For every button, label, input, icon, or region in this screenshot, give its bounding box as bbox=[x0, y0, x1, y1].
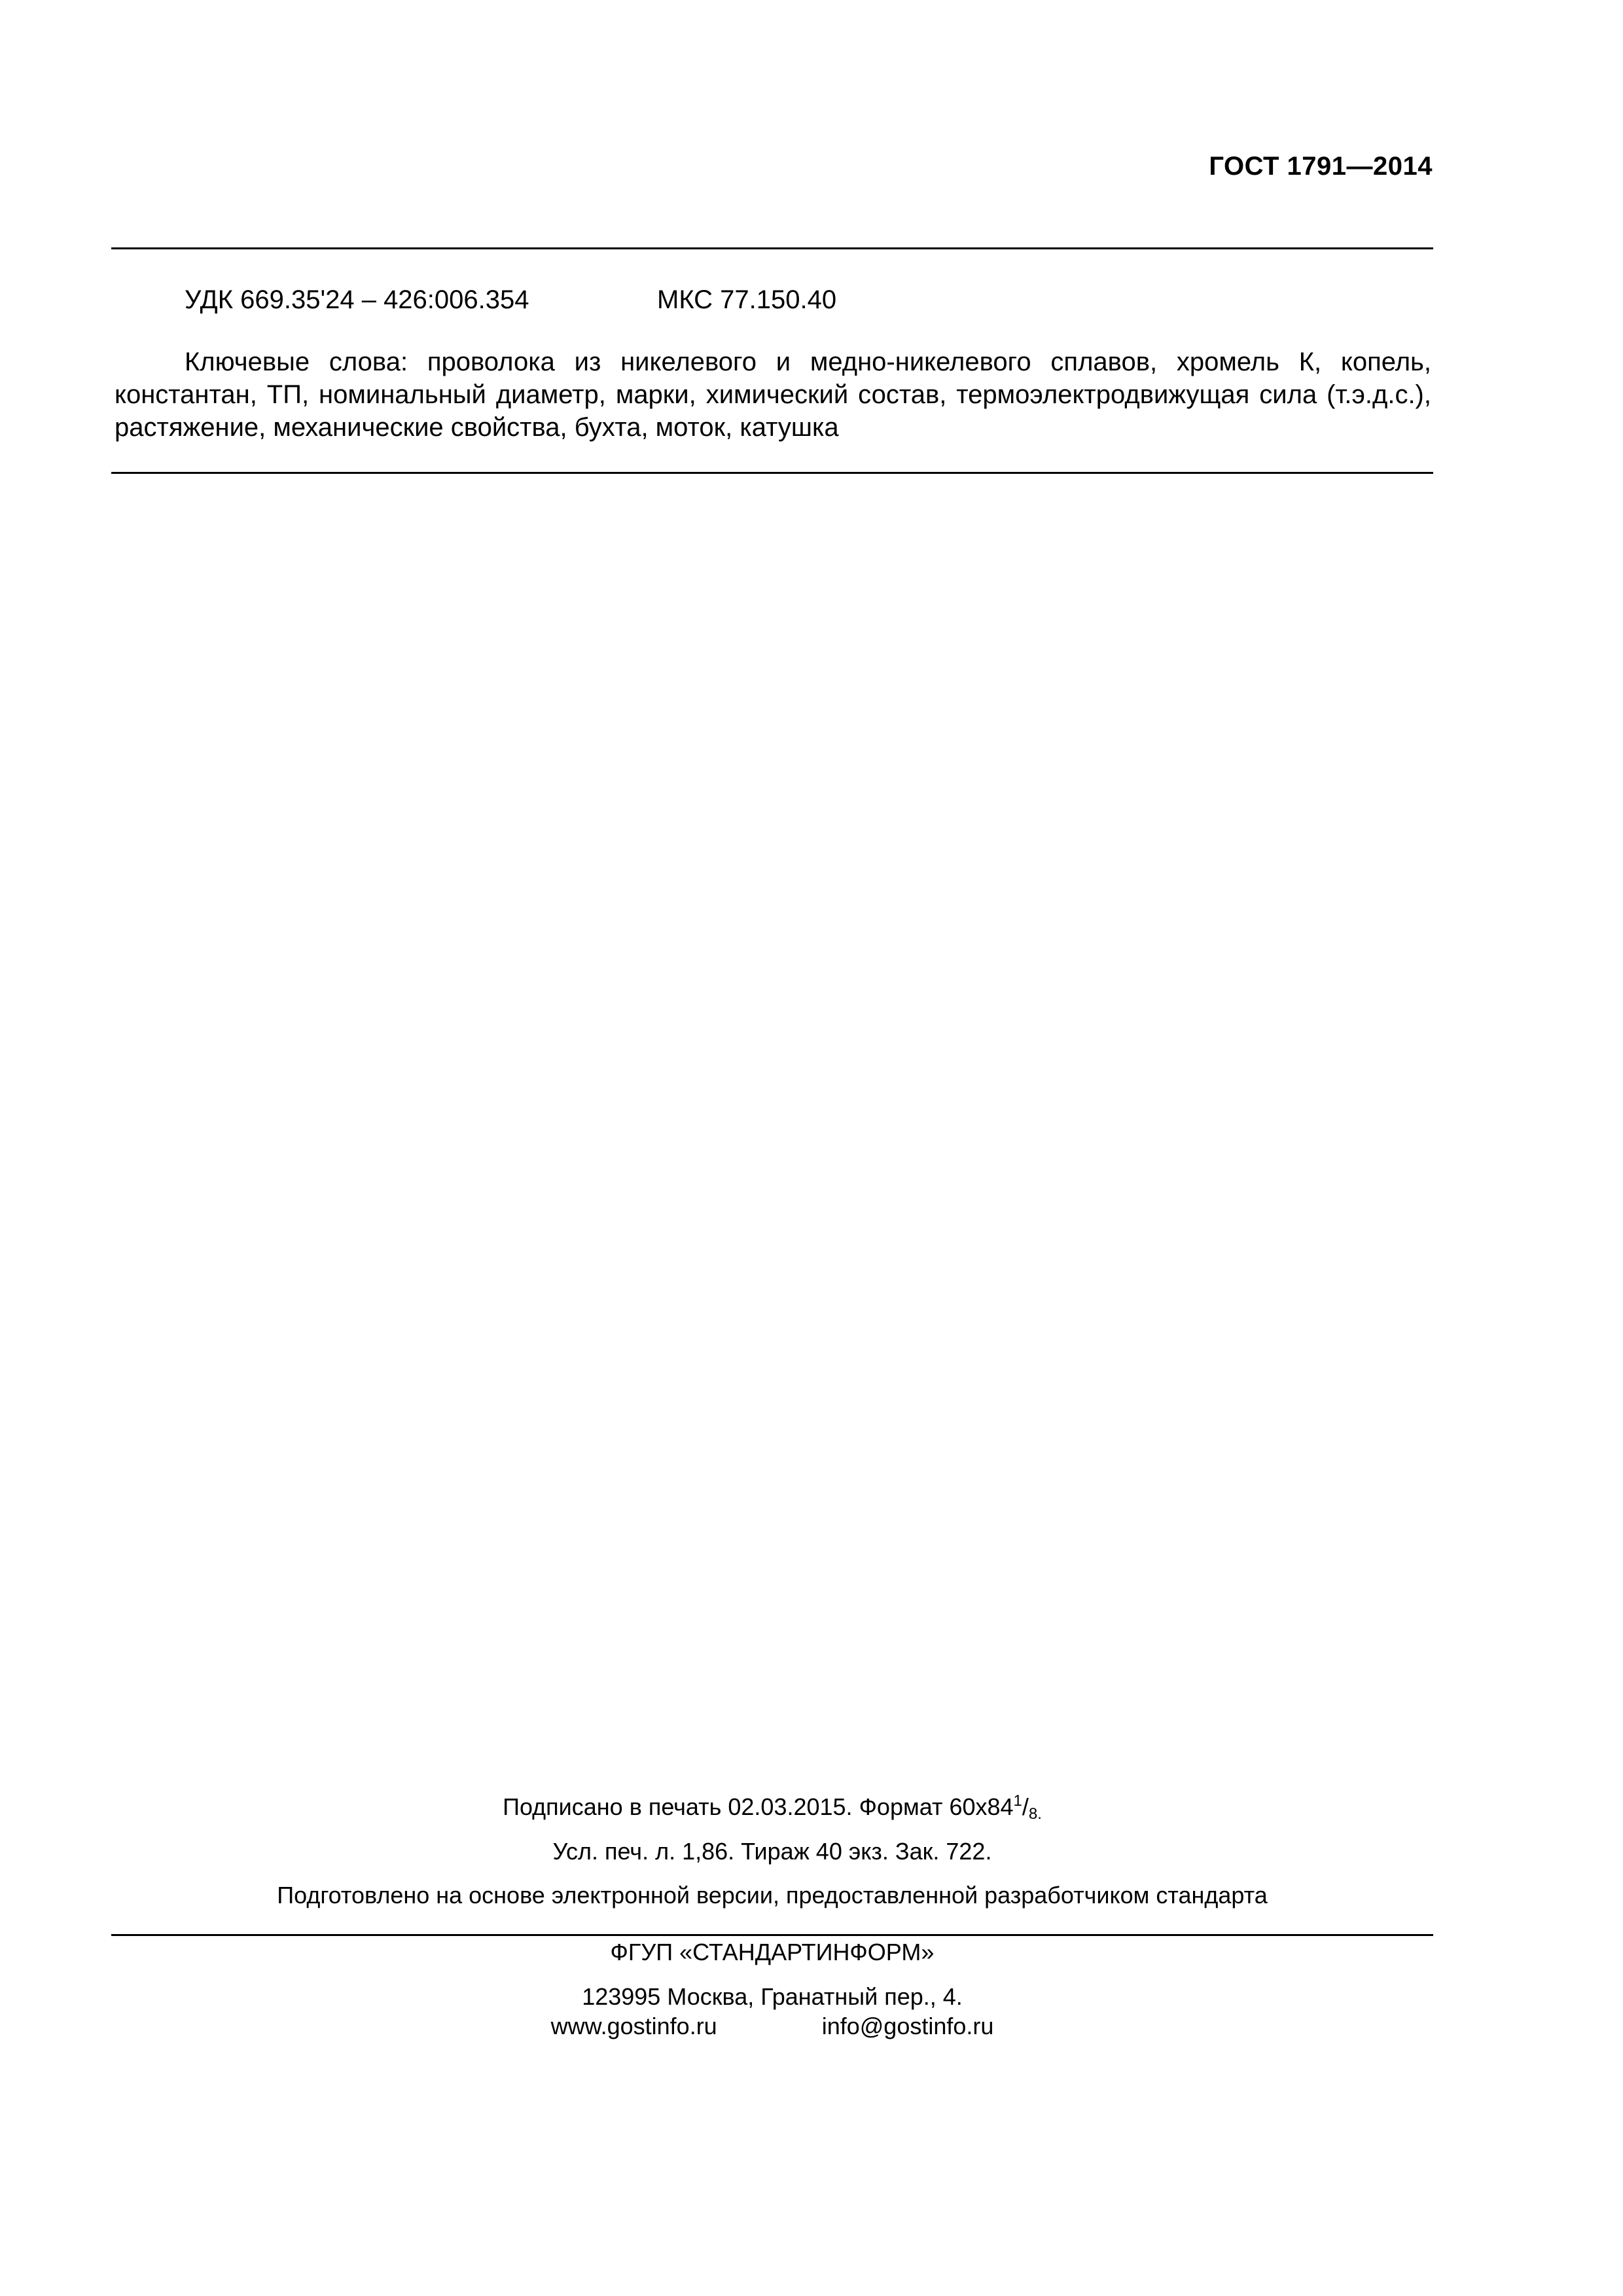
imprint-print-sheets: Усл. печ. л. 1,86. Тираж 40 экз. Зак. 722. bbox=[552, 1838, 992, 1865]
standard-code: ГОСТ 1791—2014 bbox=[1209, 152, 1433, 181]
classification-line bbox=[185, 285, 837, 315]
mks-code: МКС 77.150.40 bbox=[657, 285, 837, 314]
format-numerator: 1 bbox=[1013, 1792, 1022, 1810]
website-link[interactable]: www.gostinfo.ru bbox=[550, 2013, 717, 2039]
email-link[interactable]: info@gostinfo.ru bbox=[821, 2013, 994, 2039]
keywords-paragraph: Ключевые слова: проволока из никелевого и медно-никелевого сплавов, хромель К, копель, константан, ТП, номинальный диаметр, марки, химический состав, термоэлектродвижущая сила (т.э.д.с.), растяжение, механические свойства, бухта, моток, катушка bbox=[115, 348, 1431, 442]
bottom-divider bbox=[111, 1934, 1433, 1936]
publisher-address: 123995 Москва, Гранатный пер., 4. bbox=[582, 1983, 963, 2010]
imprint-prepared-note: Подготовлено на основе электронной версии, предоставленной разработчиком стандарта bbox=[277, 1882, 1268, 1909]
middle-divider bbox=[111, 472, 1433, 474]
imprint-signed-line bbox=[111, 1792, 1433, 1823]
top-divider bbox=[111, 247, 1433, 249]
signed-date-format: Подписано в печать 02.03.2015. Формат 60х84 bbox=[503, 1793, 1014, 1820]
format-denominator: 8. bbox=[1028, 1805, 1042, 1823]
format-slash: / bbox=[1022, 1793, 1029, 1820]
publisher-contacts bbox=[111, 2013, 1433, 2040]
publisher-name: ФГУП «СТАНДАРТИНФОРМ» bbox=[610, 1939, 935, 1965]
udk-code: УДК 669.35'24 – 426:006.354 bbox=[185, 285, 529, 314]
